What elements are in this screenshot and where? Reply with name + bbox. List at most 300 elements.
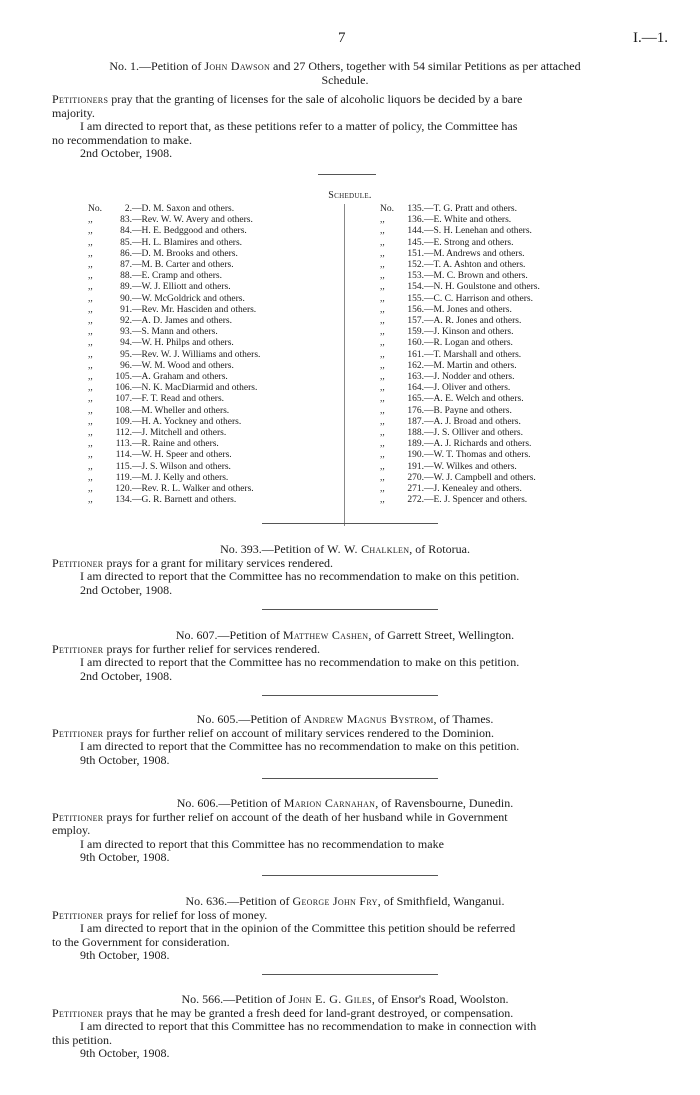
entry-prefix: ,, xyxy=(380,461,385,472)
entry-name: W. T. Thomas and others. xyxy=(433,450,531,461)
petition-prayer xyxy=(52,727,638,741)
entry-prefix: ,, xyxy=(380,215,385,226)
entry-name: T. Marshall and others. xyxy=(433,349,522,360)
entry-name: W. J. Elliott and others. xyxy=(141,282,231,293)
petition-section xyxy=(52,713,638,767)
schedule-entry: ,, 92.—A. D. James and others. xyxy=(88,316,232,327)
entry-number: 155. xyxy=(407,293,424,304)
entry-number: 119. xyxy=(115,472,132,483)
schedule-entry: ,, 109.—H. A. Yockney and others. xyxy=(88,416,242,427)
committee-report: I am directed to report that in the opinion of the Committee this petition should be referred xyxy=(80,921,516,935)
entry-prefix: ,, xyxy=(380,282,385,293)
petition-title xyxy=(52,60,638,74)
title-suffix: , of Rotorua. xyxy=(409,542,470,556)
entry-number: 86. xyxy=(120,248,132,259)
entry-prefix: ,, xyxy=(380,372,385,383)
entry-prefix: ,, xyxy=(380,237,385,248)
petitioner-label: Petitioner xyxy=(52,907,104,922)
petition-title xyxy=(52,993,638,1007)
prayer-text: prays for relief for loss of money. xyxy=(103,907,268,922)
schedule-entry: ,, 83.—Rev. W. W. Avery and others. xyxy=(88,215,253,226)
entry-name: R. Raine and others. xyxy=(141,439,219,450)
entry-prefix: ,, xyxy=(88,271,93,282)
schedule-entry: ,, 144.—S. H. Lenehan and others. xyxy=(380,226,532,237)
entry-number: 2. xyxy=(124,204,132,214)
entry-number: 160. xyxy=(407,338,424,349)
title-suffix: , of Ensor's Road, Woolston. xyxy=(371,992,509,1006)
petition-section xyxy=(52,797,638,865)
report-date: 2nd October, 1908. xyxy=(80,146,173,160)
entry-prefix: ,, xyxy=(380,383,385,394)
entry-number: 83. xyxy=(120,215,132,226)
entry-prefix: ,, xyxy=(380,428,385,439)
petitioner-label: Petitioners xyxy=(52,92,109,106)
entry-name: W. J. Campbell and others. xyxy=(433,472,536,483)
divider xyxy=(262,523,438,524)
title-suffix: , of Ravensbourne, Dunedin. xyxy=(375,796,514,810)
entry-prefix: ,, xyxy=(380,450,385,461)
petition-section xyxy=(52,543,638,597)
entry-name: J. S. Olliver and others. xyxy=(433,428,523,439)
schedule-entry: ,, 190.—W. T. Thomas and others. xyxy=(380,450,531,461)
schedule-entry: No. 2.—D. M. Saxon and others. xyxy=(88,204,235,214)
entry-prefix: No. xyxy=(88,204,102,214)
entry-prefix: ,, xyxy=(88,338,93,349)
entry-prefix: ,, xyxy=(88,316,93,327)
schedule-entry: ,, 88.—E. Cramp and others. xyxy=(88,271,222,282)
entry-prefix: ,, xyxy=(88,372,93,383)
entry-prefix: ,, xyxy=(380,271,385,282)
page-header xyxy=(0,30,700,50)
report-continuation: this petition. xyxy=(52,1032,112,1047)
entry-name: N. K. MacDiarmid and others. xyxy=(141,383,258,394)
schedule-entry: ,, 115.—J. S. Wilson and others. xyxy=(88,461,231,472)
schedule-entry: ,, 108.—M. Wheller and others. xyxy=(88,405,230,416)
entry-name: R. Logan and others. xyxy=(433,338,513,349)
petition-section xyxy=(52,993,638,1061)
entry-name: J. Mitchell and others. xyxy=(141,428,227,439)
committee-report: I am directed to report that, as these petitions refer to a matter of policy, the Committee has xyxy=(80,119,518,133)
petition-prayer xyxy=(52,643,638,657)
committee-report: I am directed to report that the Committee has no recommendation to make on this petition. xyxy=(80,655,520,669)
schedule-entry: ,, 106.—N. K. MacDiarmid and others. xyxy=(88,383,258,394)
schedule-entry: No. 135.—T. G. Pratt and others. xyxy=(380,204,517,214)
entry-prefix: ,, xyxy=(380,248,385,259)
entry-number: 191. xyxy=(407,461,424,472)
entry-number: 93. xyxy=(120,327,132,338)
petition-section xyxy=(52,629,638,683)
entry-prefix: ,, xyxy=(380,360,385,371)
entry-prefix: ,, xyxy=(380,338,385,349)
schedule-entry: ,, 163.—J. Nodder and others. xyxy=(380,372,515,383)
entry-name: F. T. Read and others. xyxy=(141,394,225,405)
page-reference: I.—1. xyxy=(633,30,668,46)
schedule-entry: ,, 86.—D. M. Brooks and others. xyxy=(88,248,238,259)
entry-prefix: ,, xyxy=(88,484,93,495)
entry-number: 163. xyxy=(407,372,424,383)
petition-section xyxy=(52,895,638,963)
entry-name: Rev. R. L. Walker and others. xyxy=(141,484,254,495)
entry-number: 271. xyxy=(407,484,424,495)
entry-name: A. E. Welch and others. xyxy=(433,394,524,405)
committee-report: I am directed to report that the Committee has no recommendation to make on this petition. xyxy=(80,739,520,753)
entry-name: E. Cramp and others. xyxy=(141,271,222,282)
entry-prefix: ,, xyxy=(88,394,93,405)
report-date: 9th October, 1908. xyxy=(80,850,170,864)
report-date: 2nd October, 1908. xyxy=(80,668,173,683)
prayer-continuation: employ. xyxy=(52,823,91,837)
entry-number: 159. xyxy=(407,327,424,338)
petition-prayer xyxy=(52,1007,638,1021)
entry-prefix: ,, xyxy=(380,304,385,315)
petitioner-name: W. W. Chalklen xyxy=(327,542,410,556)
column-divider xyxy=(344,204,345,526)
report-continuation: to the Government for consideration. xyxy=(52,934,230,949)
entry-prefix: ,, xyxy=(88,495,93,506)
entry-number: 120. xyxy=(115,484,132,495)
report-date: 9th October, 1908. xyxy=(80,948,170,962)
prayer-text: prays for further relief on account of military services rendered to the Dominion. xyxy=(103,725,494,740)
schedule-entry: ,, 165.—A. E. Welch and others. xyxy=(380,394,524,405)
entry-number: 112. xyxy=(115,428,132,439)
title-suffix: , of Smithfield, Wanganui. xyxy=(377,894,505,908)
petition-title xyxy=(52,543,638,557)
entry-name: N. H. Goulstone and others. xyxy=(433,282,540,293)
schedule-entry: ,, 114.—W. H. Speer and others. xyxy=(88,450,232,461)
entry-number: 87. xyxy=(120,260,132,271)
entry-number: 90. xyxy=(120,293,132,304)
entry-number: 164. xyxy=(407,383,424,394)
entry-name: W. M. Wood and others. xyxy=(141,360,234,371)
entry-number: 113. xyxy=(115,439,132,450)
entry-number: 156. xyxy=(407,304,424,315)
prayer-text: pray that the granting of licenses for the sale of alcoholic liquors be decided by a bare xyxy=(108,92,523,106)
schedule-entry: ,, 93.—S. Mann and others. xyxy=(88,327,218,338)
schedule-entry: ,, 270.—W. J. Campbell and others. xyxy=(380,472,536,483)
committee-report: I am directed to report that this Committee has no recommendation to make in connection with xyxy=(80,1019,537,1033)
petition-prayer xyxy=(52,811,638,825)
entry-number: 162. xyxy=(407,360,424,371)
entry-name: H. A. Yockney and others. xyxy=(141,416,242,427)
schedule-entry: ,, 113.—R. Raine and others. xyxy=(88,439,219,450)
petitioner-label: Petitioner xyxy=(52,555,104,570)
schedule-entry: ,, 188.—J. S. Olliver and others. xyxy=(380,428,523,439)
schedule-entry: ,, 191.—W. Wilkes and others. xyxy=(380,461,517,472)
entry-prefix: ,, xyxy=(88,383,93,394)
schedule-entry: ,, 96.—W. M. Wood and others. xyxy=(88,360,234,371)
entry-name: J. S. Wilson and others. xyxy=(141,461,231,472)
report-date: 9th October, 1908. xyxy=(80,752,170,767)
entry-number: 165. xyxy=(407,394,424,405)
schedule-entry: ,, 90.—W. McGoldrick and others. xyxy=(88,293,245,304)
schedule-entry: ,, 189.—A. J. Richards and others. xyxy=(380,439,532,450)
schedule-entry: ,, 161.—T. Marshall and others. xyxy=(380,349,522,360)
entry-prefix: ,, xyxy=(380,394,385,405)
report-date: 9th October, 1908. xyxy=(80,1046,170,1060)
divider xyxy=(262,974,438,975)
entry-prefix: ,, xyxy=(380,405,385,416)
title-prefix: No. 566.—Petition of xyxy=(181,992,289,1006)
schedule-entry: ,, 87.—M. B. Carter and others. xyxy=(88,260,234,271)
entry-prefix: ,, xyxy=(88,472,93,483)
entry-prefix: No. xyxy=(380,204,394,214)
committee-report: I am directed to report that this Committee has no recommendation to make xyxy=(80,836,444,851)
entry-number: 176. xyxy=(407,405,424,416)
entry-name: M. B. Carter and others. xyxy=(141,260,234,271)
entry-prefix: ,, xyxy=(88,260,93,271)
entry-prefix: ,, xyxy=(88,304,93,315)
schedule-entry: ,, 152.—T. A. Ashton and others. xyxy=(380,260,526,271)
entry-name: E. J. Spencer and others. xyxy=(433,495,528,506)
entry-name: J. Kenealey and others. xyxy=(433,484,522,495)
schedule-entry: ,, 105.—A. Graham and others. xyxy=(88,372,228,383)
schedule-entry: ,, 272.—E. J. Spencer and others. xyxy=(380,495,528,506)
entry-prefix: ,, xyxy=(380,472,385,483)
petitioner-name: Matthew Cashen xyxy=(282,628,369,642)
schedule-entry: ,, 89.—W. J. Elliott and others. xyxy=(88,282,231,293)
entry-prefix: ,, xyxy=(380,416,385,427)
schedule-entry: ,, 85.—H. L. Blamires and others. xyxy=(88,237,243,248)
entry-prefix: ,, xyxy=(88,226,93,237)
entry-prefix: ,, xyxy=(380,316,385,327)
entry-number: 84. xyxy=(120,226,132,237)
entry-prefix: ,, xyxy=(88,461,93,472)
petitioner-name: George John Fry xyxy=(292,894,378,908)
entry-prefix: ,, xyxy=(380,327,385,338)
entry-name: H. E. Bedggood and others. xyxy=(141,226,247,237)
petitioner-name: Andrew Magnus Bystrom xyxy=(303,712,434,726)
schedule-entry: ,, 112.—J. Mitchell and others. xyxy=(88,428,227,439)
schedule-entry: ,, 151.—M. Andrews and others. xyxy=(380,248,525,259)
petition-prayer xyxy=(52,557,638,571)
petition-prayer xyxy=(52,93,638,107)
divider xyxy=(262,609,438,610)
entry-prefix: ,, xyxy=(88,248,93,259)
entry-number: 189. xyxy=(407,439,424,450)
entry-prefix: ,, xyxy=(88,450,93,461)
entry-prefix: ,, xyxy=(88,349,93,360)
entry-number: 151. xyxy=(407,248,424,259)
entry-name: M. J. Kelly and others. xyxy=(141,472,229,483)
entry-name: M. Jones and others. xyxy=(433,304,512,315)
schedule-entry: ,, 164.—J. Oliver and others. xyxy=(380,383,511,394)
schedule-entry: ,, 153.—M. C. Brown and others. xyxy=(380,271,528,282)
entry-prefix: ,, xyxy=(380,293,385,304)
report-continuation: no recommendation to make. xyxy=(52,132,192,147)
entry-name: G. R. Barnett and others. xyxy=(141,495,237,506)
petitioner-name: John E. G. Giles xyxy=(288,992,372,1006)
petitioner-label: Petitioner xyxy=(52,641,104,656)
schedule-entry: ,, 95.—Rev. W. J. Williams and others. xyxy=(88,349,261,360)
petitioner-name: Marion Carnahan xyxy=(283,796,376,810)
title-suffix: and 27 Others, together with 54 similar Petitions as per attached xyxy=(270,59,581,73)
entry-number: 272. xyxy=(407,495,424,506)
entry-name: A. D. James and others. xyxy=(141,316,232,327)
entry-name: S. Mann and others. xyxy=(141,327,218,338)
petition-title xyxy=(52,797,638,811)
divider xyxy=(318,174,376,175)
petition-title xyxy=(52,895,638,909)
entry-name: W. Wilkes and others. xyxy=(433,461,517,472)
schedule-left-column xyxy=(88,204,338,506)
entry-name: D. M. Brooks and others. xyxy=(141,248,238,259)
entry-name: J. Oliver and others. xyxy=(433,383,511,394)
entry-number: 154. xyxy=(407,282,424,293)
entry-number: 89. xyxy=(120,282,132,293)
schedule-entry: ,, 271.—J. Kenealey and others. xyxy=(380,484,522,495)
schedule-entry: ,, 176.—B. Payne and others. xyxy=(380,405,512,416)
entry-name: M. Wheller and others. xyxy=(141,405,230,416)
entry-name: T. A. Ashton and others. xyxy=(433,260,526,271)
title-suffix: , of Garrett Street, Wellington. xyxy=(368,628,515,642)
title-prefix: No. 605.—Petition of xyxy=(196,712,304,726)
entry-number: 161. xyxy=(407,349,424,360)
entry-name: M. Martin and others. xyxy=(433,360,517,371)
entry-number: 95. xyxy=(120,349,132,360)
divider xyxy=(262,695,438,696)
entry-name: B. Payne and others. xyxy=(433,405,512,416)
entry-name: Rev. W. W. Avery and others. xyxy=(141,215,253,226)
petitioner-label: Petitioner xyxy=(52,809,104,824)
entry-number: 96. xyxy=(120,360,132,371)
petitioner-label: Petitioner xyxy=(52,725,104,740)
entry-name: Rev. Mr. Hasciden and others. xyxy=(141,304,257,315)
schedule-entry: ,, 120.—Rev. R. L. Walker and others. xyxy=(88,484,254,495)
entry-number: 107. xyxy=(115,394,132,405)
entry-name: Rev. W. J. Williams and others. xyxy=(141,349,261,360)
entry-prefix: ,, xyxy=(380,439,385,450)
entry-number: 188. xyxy=(407,428,424,439)
schedule-entry: ,, 107.—F. T. Read and others. xyxy=(88,394,225,405)
entry-prefix: ,, xyxy=(88,439,93,450)
schedule-entry: ,, 162.—M. Martin and others. xyxy=(380,360,517,371)
entry-name: W. McGoldrick and others. xyxy=(141,293,245,304)
schedule-entry: ,, 91.—Rev. Mr. Hasciden and others. xyxy=(88,304,257,315)
entry-number: 157. xyxy=(407,316,424,327)
page-number: 7 xyxy=(338,30,346,46)
entry-name: H. L. Blamires and others. xyxy=(141,237,243,248)
entry-name: D. M. Saxon and others. xyxy=(141,204,235,214)
entry-number: 114. xyxy=(115,450,132,461)
schedule-entry: ,, 187.—A. J. Broad and others. xyxy=(380,416,521,427)
entry-prefix: ,, xyxy=(88,237,93,248)
schedule-entry: ,, 156.—M. Jones and others. xyxy=(380,304,512,315)
entry-prefix: ,, xyxy=(380,484,385,495)
entry-number: 270. xyxy=(407,472,424,483)
schedule-right-column xyxy=(380,204,640,506)
entry-number: 190. xyxy=(407,450,424,461)
petition-prayer xyxy=(52,909,638,923)
committee-report: I am directed to report that the Committee has no recommendation to make on this petition. xyxy=(80,569,520,583)
schedule-entry: ,, 119.—M. J. Kelly and others. xyxy=(88,472,229,483)
entry-prefix: ,, xyxy=(88,293,93,304)
schedule-entry: ,, 94.—W. H. Philps and others. xyxy=(88,338,234,349)
entry-prefix: ,, xyxy=(88,215,93,226)
prayer-text: prays for a grant for military services rendered. xyxy=(103,555,334,570)
title-prefix: No. 636.—Petition of xyxy=(185,894,293,908)
entry-prefix: ,, xyxy=(88,428,93,439)
prayer-continuation: majority. xyxy=(52,105,95,120)
entry-number: 135. xyxy=(407,204,424,214)
entry-prefix: ,, xyxy=(88,327,93,338)
prayer-text: prays for further relief for services rendered. xyxy=(103,641,321,656)
schedule-entry: ,, 160.—R. Logan and others. xyxy=(380,338,513,349)
entry-number: 134. xyxy=(115,495,132,506)
entry-name: A. J. Broad and others. xyxy=(433,416,521,427)
schedule-entry: ,, 154.—N. H. Goulstone and others. xyxy=(380,282,540,293)
entry-name: E. Strong and others. xyxy=(433,237,514,248)
title-prefix: No. 1.—Petition of xyxy=(109,59,205,73)
schedule-entry: ,, 159.—J. Kinson and others. xyxy=(380,327,514,338)
entry-name: A. R. Jones and others. xyxy=(433,316,522,327)
entry-prefix: ,, xyxy=(380,495,385,506)
entry-number: 145. xyxy=(407,237,424,248)
schedule-entry: ,, 155.—C. C. Harrison and others. xyxy=(380,293,533,304)
entry-number: 108. xyxy=(115,405,132,416)
petitioner-name: John Dawson xyxy=(204,59,271,73)
entry-name: A. J. Richards and others. xyxy=(433,439,532,450)
schedule-entry: ,, 134.—G. R. Barnett and others. xyxy=(88,495,237,506)
entry-prefix: ,, xyxy=(380,260,385,271)
entry-name: S. H. Lenehan and others. xyxy=(433,226,532,237)
entry-name: W. H. Philps and others. xyxy=(141,338,234,349)
schedule-entry: ,, 145.—E. Strong and others. xyxy=(380,237,514,248)
entry-name: J. Nodder and others. xyxy=(433,372,515,383)
title-prefix: No. 393.—Petition of xyxy=(220,542,328,556)
petition-title xyxy=(52,629,638,643)
entry-name: T. G. Pratt and others. xyxy=(433,204,517,214)
petition-title-line2: Schedule. xyxy=(321,72,369,87)
petition-1-section xyxy=(52,60,638,161)
entry-name: A. Graham and others. xyxy=(141,372,228,383)
entry-name: E. White and others. xyxy=(433,215,512,226)
entry-prefix: ,, xyxy=(380,349,385,360)
schedule-entry: ,, 84.—H. E. Bedggood and others. xyxy=(88,226,247,237)
entry-name: M. Andrews and others. xyxy=(433,248,525,259)
entry-number: 115. xyxy=(115,461,132,472)
entry-prefix: ,, xyxy=(380,226,385,237)
schedule-title: Schedule. xyxy=(328,190,372,201)
entry-number: 153. xyxy=(407,271,424,282)
entry-number: 92. xyxy=(120,316,132,327)
prayer-text: prays that he may be granted a fresh deed for land-grant destroyed, or compensation. xyxy=(103,1005,514,1020)
entry-name: J. Kinson and others. xyxy=(433,327,514,338)
report-date: 2nd October, 1908. xyxy=(80,582,173,597)
entry-number: 106. xyxy=(115,383,132,394)
petitioner-label: Petitioner xyxy=(52,1005,104,1020)
entry-prefix: ,, xyxy=(88,360,93,371)
entry-number: 88. xyxy=(120,271,132,282)
entry-name: C. C. Harrison and others. xyxy=(433,293,533,304)
petition-title xyxy=(52,713,638,727)
entry-number: 136. xyxy=(407,215,424,226)
entry-prefix: ,, xyxy=(88,405,93,416)
schedule-entry: ,, 157.—A. R. Jones and others. xyxy=(380,316,522,327)
prayer-text: prays for further relief on account of the death of her husband while in Government xyxy=(103,809,508,824)
entry-prefix: ,, xyxy=(88,416,93,427)
entry-number: 91. xyxy=(120,304,132,315)
schedule-entry: ,, 136.—E. White and others. xyxy=(380,215,512,226)
entry-number: 187. xyxy=(407,416,424,427)
entry-number: 94. xyxy=(120,338,132,349)
entry-number: 152. xyxy=(407,260,424,271)
entry-number: 144. xyxy=(407,226,424,237)
entry-number: 85. xyxy=(120,237,132,248)
entry-name: W. H. Speer and others. xyxy=(141,450,232,461)
entry-number: 105. xyxy=(115,372,132,383)
divider xyxy=(262,875,438,876)
entry-prefix: ,, xyxy=(88,282,93,293)
